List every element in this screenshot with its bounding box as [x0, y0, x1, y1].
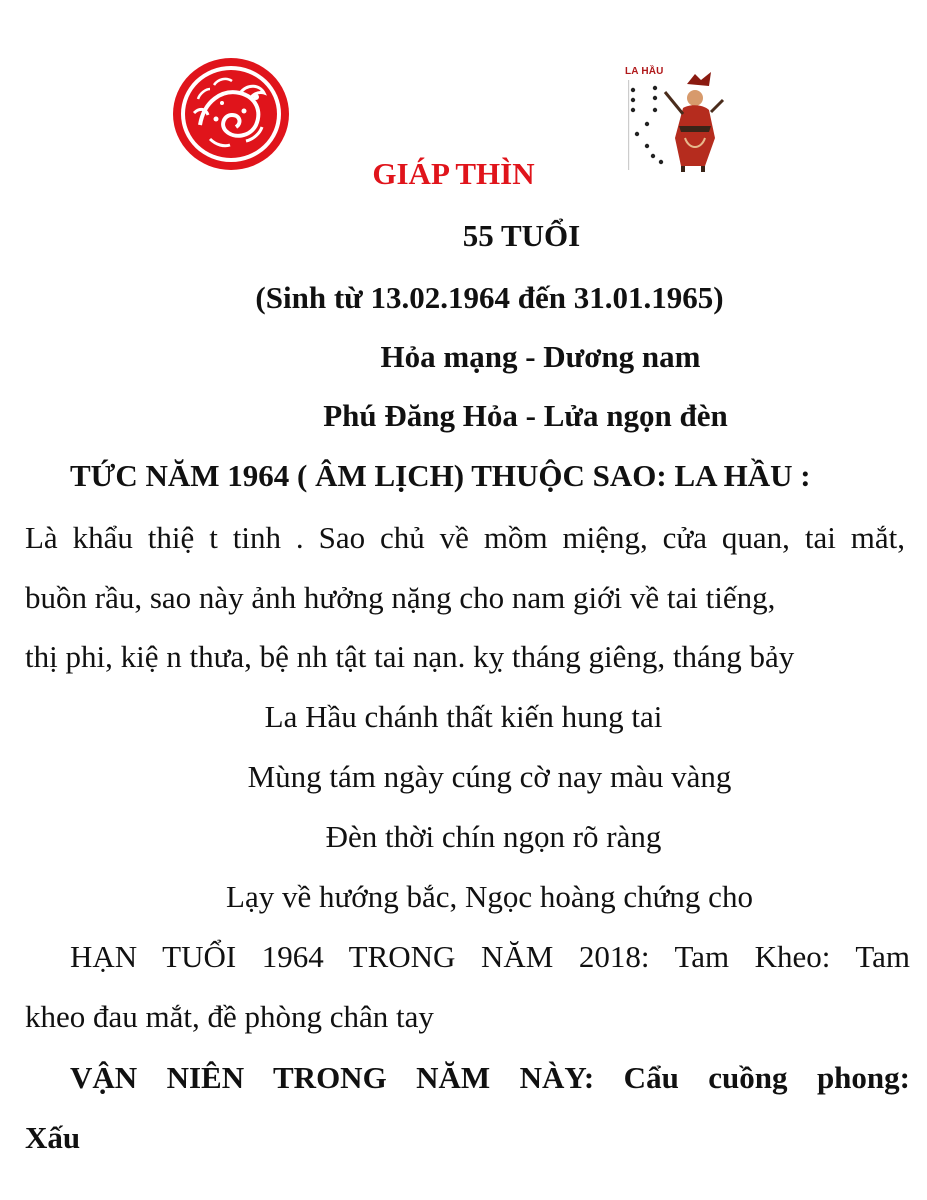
star-card-label: LA HẦU	[625, 66, 664, 77]
star-description-line: Là khẩu thiệ t tinh . Sao chủ về mồm miệng, cửa quan, tai mắt,	[25, 520, 905, 555]
verse-line: La Hầu chánh thất kiến hung tai	[264, 699, 663, 734]
verse-line: Lạy về hướng bắc, Ngọc hoàng chứng cho	[226, 879, 753, 914]
birth-range-text: (Sinh từ 13.02.1964 đến 31.01.1965)	[255, 280, 724, 315]
element-text: Phú Đăng Hỏa - Lửa ngọn đèn	[323, 398, 728, 433]
star-heading: TỨC NĂM 1964 ( ÂM LỊCH) THUỘC SAO: LA HẦU :	[70, 458, 811, 493]
van-nien-heading: VẬN NIÊN TRONG NĂM NÀY: Cẩu cuồng phong:	[70, 1060, 910, 1095]
destiny-text: Hỏa mạng - Dương nam	[380, 339, 701, 374]
page-title: GIÁP THÌN	[372, 156, 535, 191]
age-text: 55 TUỔI	[462, 218, 581, 253]
han-text-line: HẠN TUỔI 1964 TRONG NĂM 2018: Tam Kheo: Tam	[70, 939, 910, 974]
han-text-line: kheo đau mắt, đề phòng chân tay	[25, 999, 434, 1034]
verse-line: Mùng tám ngày cúng cờ nay màu vàng	[247, 759, 732, 794]
van-nien-result: Xấu	[25, 1120, 81, 1155]
star-description-line: buồn rầu, sao này ảnh hưởng nặng cho nam giới về tai tiếng,	[25, 580, 776, 615]
star-description-line: thị phi, kiệ n thưa, bệ nh tật tai nạn. kỵ tháng giêng, tháng bảy	[25, 639, 795, 674]
verse-line: Đèn thời chín ngọn rõ ràng	[325, 819, 662, 854]
